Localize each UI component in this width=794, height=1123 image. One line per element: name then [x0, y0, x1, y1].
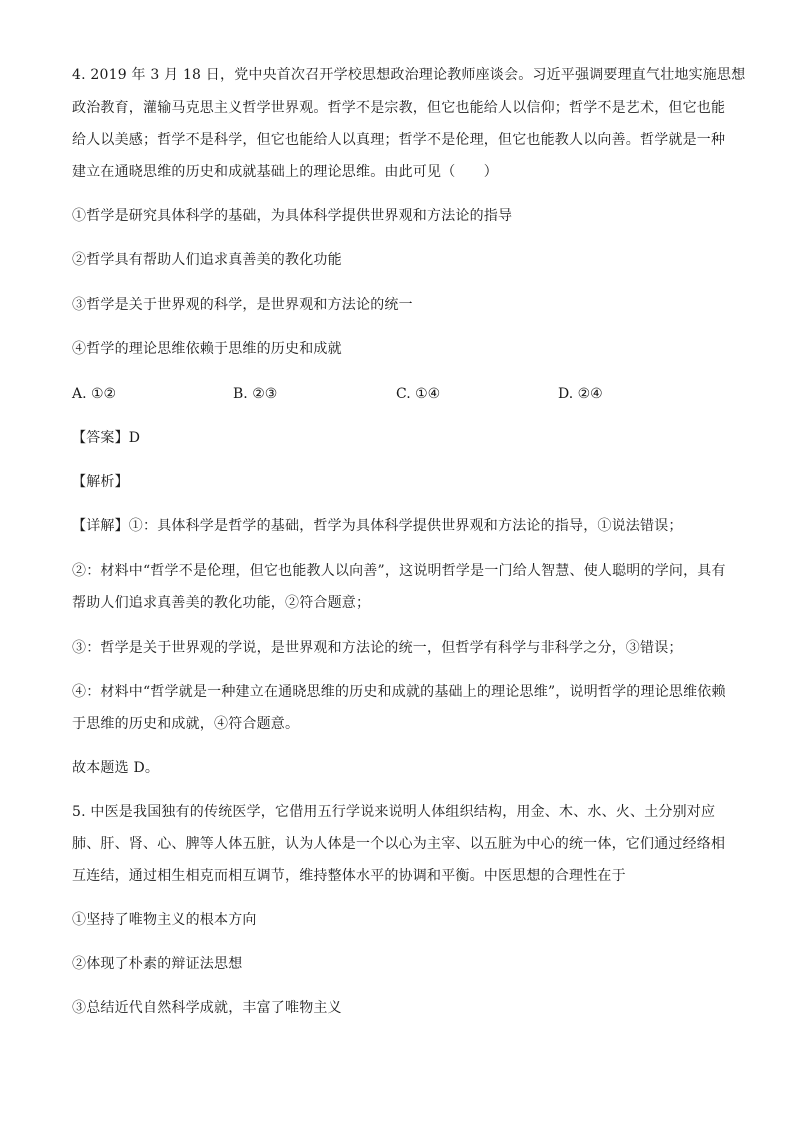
q4-analysis-label: 【解析】 — [72, 474, 129, 490]
q4-stem-line-1: 4. 2019 年 3 月 18 日，党中央首次召开学校思想政治理论教师座谈会。习近平强调要理直气壮地实施思想 — [72, 67, 746, 83]
q4-answer: 【答案】D — [72, 430, 141, 446]
q4-stem-line-3: 给人以美感；哲学不是科学，但它也能给人以真理；哲学不是伦理，但它也能教人以向善。哲学就是一种 — [72, 132, 726, 148]
q4-stem-line-4: 建立在通晓思维的历史和成就基础上的理论思维。由此可见（ ） — [72, 164, 498, 180]
q4-option-d: D. ②④ — [558, 386, 603, 402]
q4-detail-line-4: ③：哲学是关于世界观的学说，是世界观和方法论的统一，但哲学有科学与非科学之分，③错误； — [72, 640, 683, 656]
q4-detail-line-6: 于思维的历史和成就，④符合题意。 — [72, 716, 300, 732]
q5-statement-1: ①坚持了唯物主义的根本方向 — [72, 912, 257, 928]
q4-option-b: B. ②③ — [233, 386, 278, 402]
q5-stem-line-3: 互连结，通过相生相克而相互调节，维持整体水平的协调和平衡。中医思想的合理性在于 — [72, 868, 626, 884]
q4-detail-line-3: 帮助人们追求真善美的教化功能，②符合题意； — [72, 595, 371, 611]
q4-statement-3: ③哲学是关于世界观的科学，是世界观和方法论的统一 — [72, 297, 413, 313]
q4-statement-1: ①哲学是研究具体科学的基础，为具体科学提供世界观和方法论的指导 — [72, 208, 513, 224]
q5-statement-3: ③总结近代自然科学成就，丰富了唯物主义 — [72, 1000, 342, 1016]
q5-statement-2: ②体现了朴素的辩证法思想 — [72, 956, 243, 972]
q4-detail-line-1: 【详解】①：具体科学是哲学的基础，哲学为具体科学提供世界观和方法论的指导，①说法错误； — [72, 518, 683, 534]
q5-stem-line-2: 肺、肝、肾、心、脾等人体五脏，认为人体是一个以心为主宰、以五脏为中心的统一体，它们通过经络相 — [72, 836, 726, 852]
q5-stem-line-1: 5. 中医是我国独有的传统医学，它借用五行学说来说明人体组织结构，用金、木、水、火、土分别对应 — [72, 804, 716, 820]
q4-statement-2: ②哲学具有帮助人们追求真善美的教化功能 — [72, 252, 342, 268]
q4-detail-line-5: ④：材料中“哲学就是一种建立在通晓思维的历史和成就的基础上的理论思维”，说明哲学的理论思维依赖 — [72, 684, 726, 700]
q4-option-c: C. ①④ — [396, 386, 441, 402]
q4-option-a: A. ①② — [72, 386, 117, 402]
q4-conclusion: 故本题选 D。 — [72, 760, 160, 776]
q4-detail-line-2: ②：材料中“哲学不是伦理，但它也能教人以向善”，这说明哲学是一门给人智慧、使人聪明的学问，具有 — [72, 563, 726, 579]
q4-statement-4: ④哲学的理论思维依赖于思维的历史和成就 — [72, 341, 342, 357]
q4-stem-line-2: 政治教育，灌输马克思主义哲学世界观。哲学不是宗教，但它也能给人以信仰；哲学不是艺术，但它也能 — [72, 100, 726, 116]
